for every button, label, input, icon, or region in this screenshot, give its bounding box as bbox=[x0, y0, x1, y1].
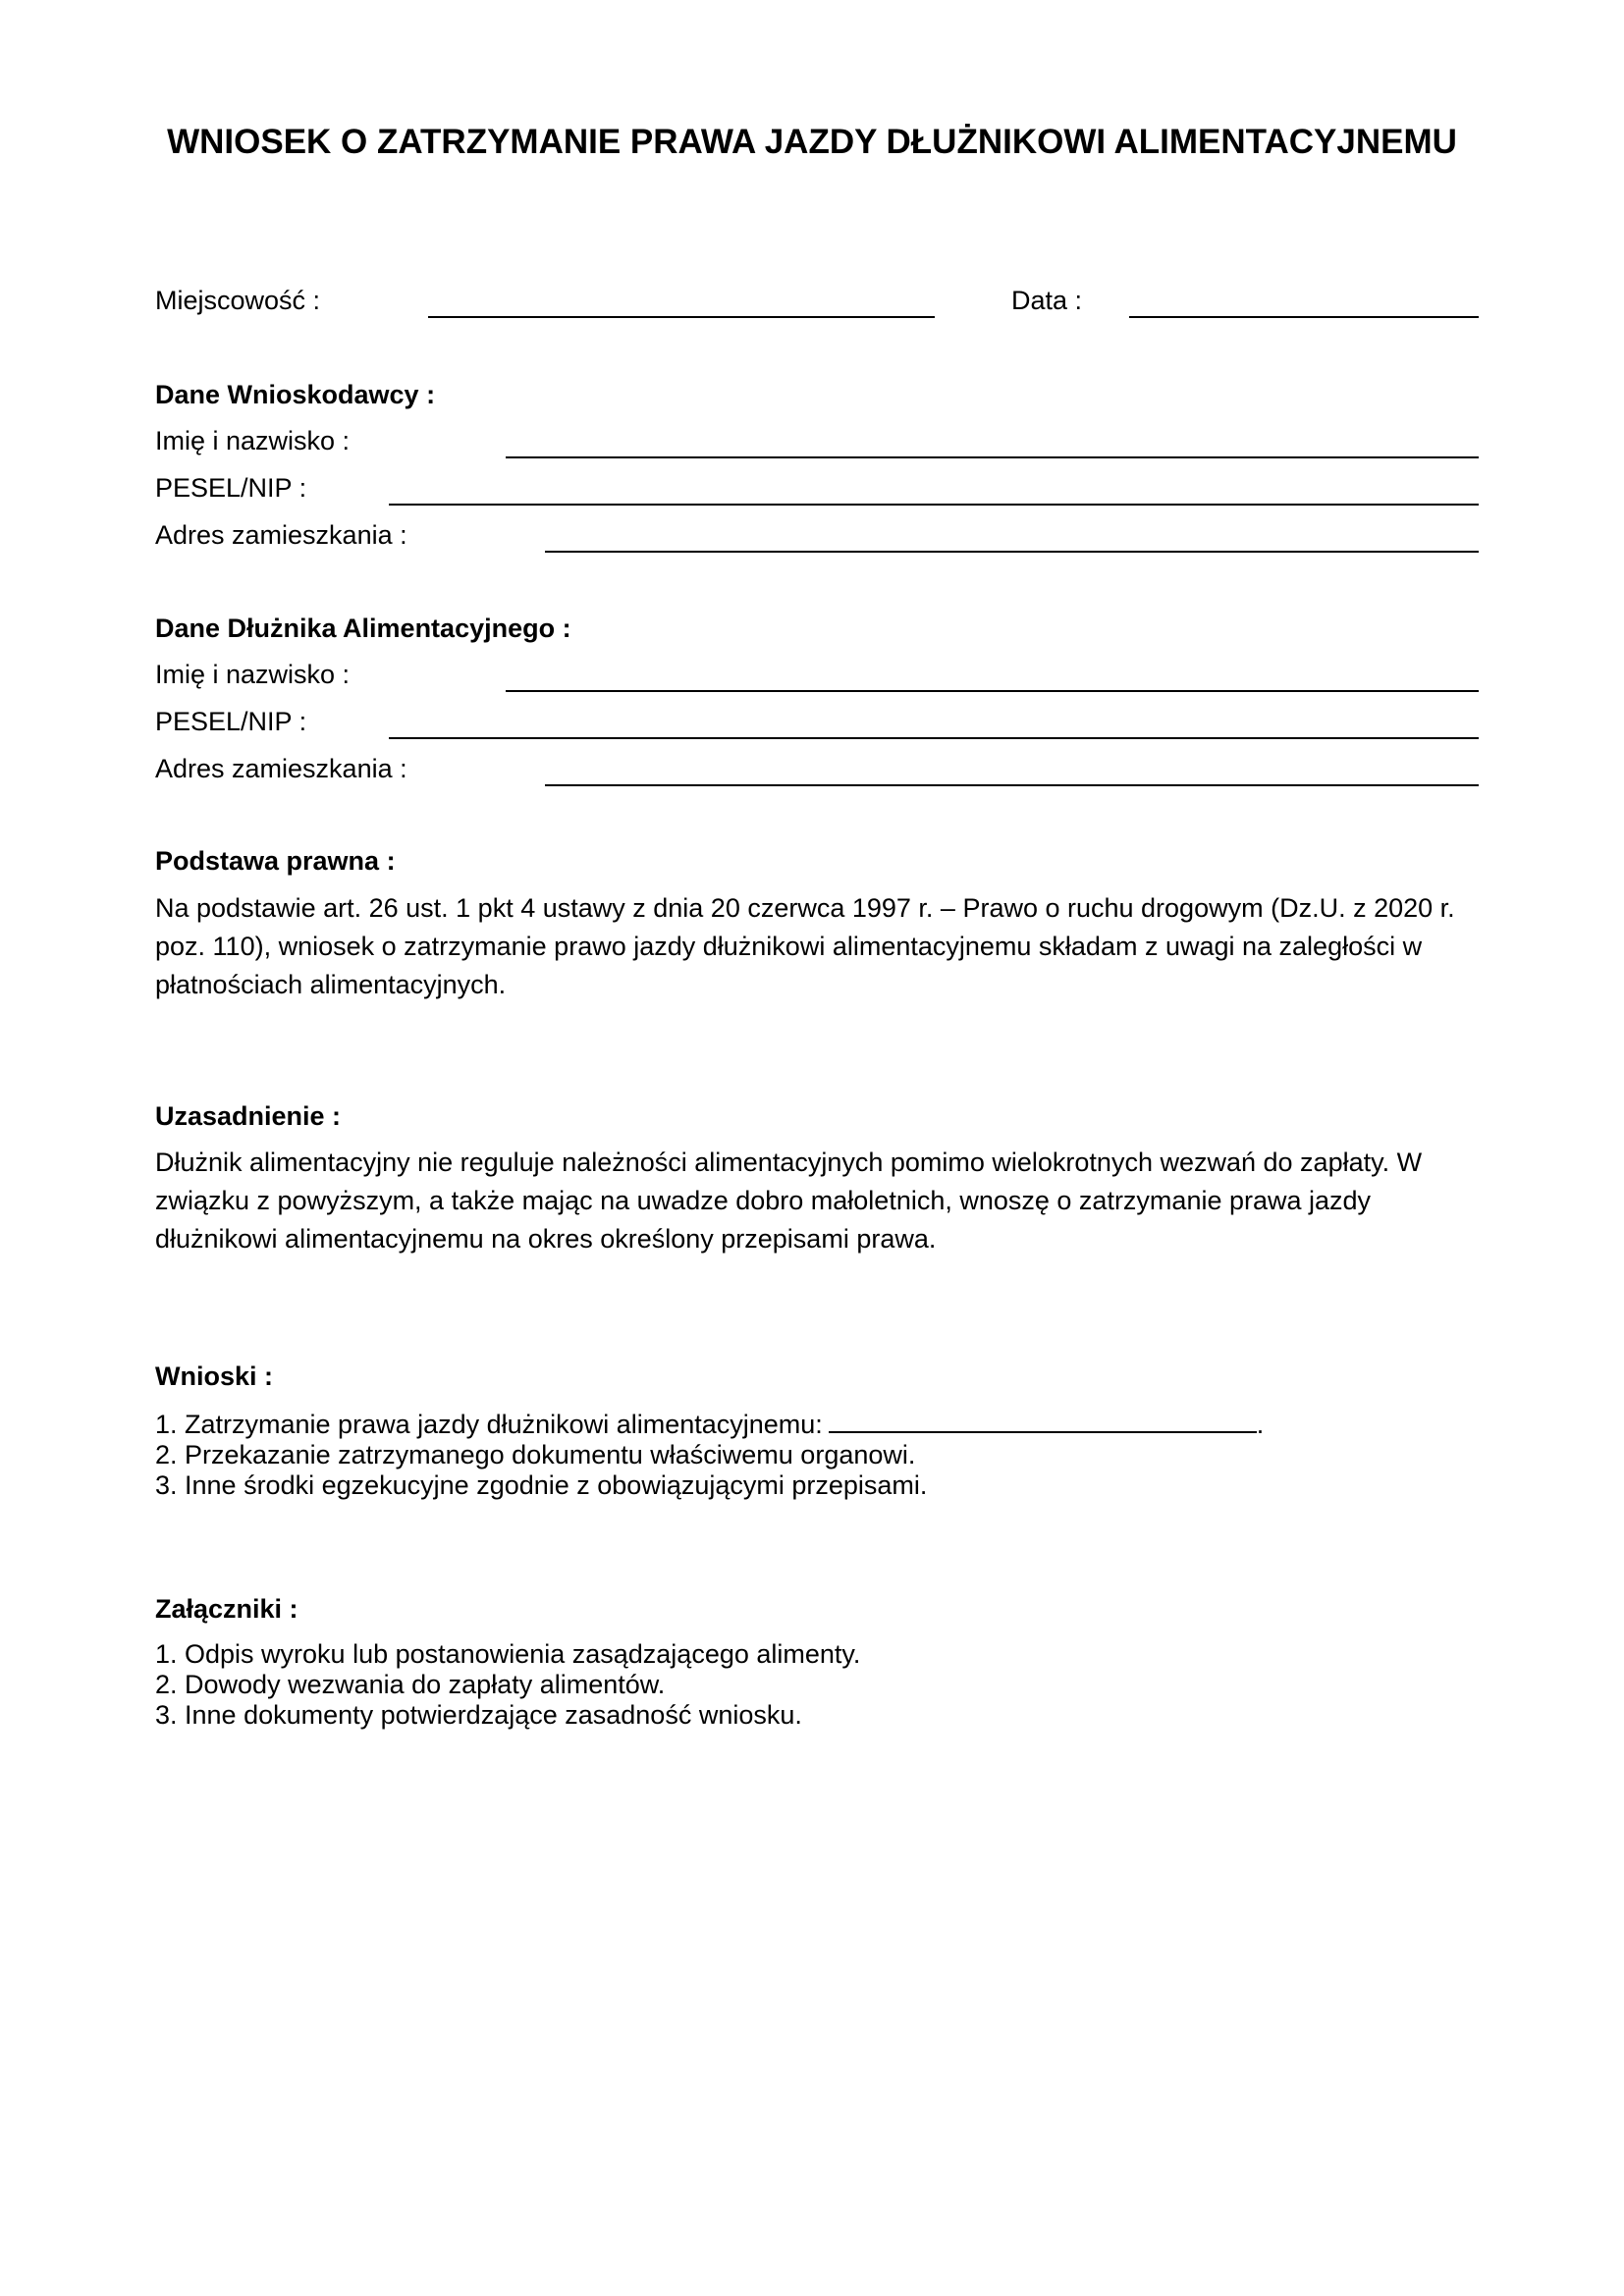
date-field-line[interactable] bbox=[1129, 316, 1479, 318]
applicant-heading: Dane Wnioskodawcy : bbox=[155, 380, 436, 409]
debtor-address-field-line[interactable] bbox=[545, 784, 1479, 786]
place-label: Miejscowość : bbox=[155, 286, 321, 315]
debtor-pesel-field-line[interactable] bbox=[389, 737, 1479, 739]
attachments-list bbox=[155, 1639, 1481, 1731]
list-item bbox=[155, 1408, 1481, 1440]
request-item-1-blank-line[interactable] bbox=[829, 1408, 1257, 1433]
list-item: 1. Odpis wyroku lub postanowienia zasądzającego alimenty. bbox=[155, 1639, 861, 1669]
justification-text: Dłużnik alimentacyjny nie reguluje należności alimentacyjnych pomimo wielokrotnych wezwań do zapłaty. W związku z powyższym, a także mając na uwadze dobro małoletnich, wnoszę o zatrzymanie prawa jazdy dłużnikowi alimentacyjnemu na okres określony przepisami prawa. bbox=[155, 1148, 1423, 1254]
list-item: 3. Inne środki egzekucyjne zgodnie z obowiązującymi przepisami. bbox=[155, 1470, 928, 1500]
list-item: 2. Dowody wezwania do zapłaty alimentów. bbox=[155, 1670, 666, 1699]
applicant-name-field-line[interactable] bbox=[506, 456, 1479, 458]
place-field-line[interactable] bbox=[428, 316, 935, 318]
date-label: Data : bbox=[1011, 286, 1083, 315]
legal-basis-heading: Podstawa prawna : bbox=[155, 846, 396, 876]
debtor-name-field-line[interactable] bbox=[506, 690, 1479, 692]
debtor-heading: Dane Dłużnika Alimentacyjnego : bbox=[155, 614, 571, 643]
debtor-name-label: Imię i nazwisko : bbox=[155, 660, 351, 689]
justification-heading: Uzasadnienie : bbox=[155, 1101, 342, 1131]
applicant-pesel-field-line[interactable] bbox=[389, 504, 1479, 506]
request-item-1-suffix: . bbox=[1256, 1410, 1265, 1439]
requests-list bbox=[155, 1408, 1481, 1501]
requests-heading: Wnioski : bbox=[155, 1362, 273, 1391]
attachments-heading: Załączniki : bbox=[155, 1594, 298, 1624]
document-title: WNIOSEK O ZATRZYMANIE PRAWA JAZDY DŁUŻNIKOWI ALIMENTACYJNEMU bbox=[167, 123, 1457, 161]
request-item-1-text: 1. Zatrzymanie prawa jazdy dłużnikowi alimentacyjnemu: bbox=[155, 1410, 823, 1439]
applicant-pesel-label: PESEL/NIP : bbox=[155, 473, 307, 503]
debtor-pesel-label: PESEL/NIP : bbox=[155, 707, 307, 736]
list-item: 3. Inne dokumenty potwierdzające zasadność wniosku. bbox=[155, 1700, 802, 1730]
applicant-address-label: Adres zamieszkania : bbox=[155, 520, 407, 550]
applicant-address-field-line[interactable] bbox=[545, 551, 1479, 553]
applicant-name-label: Imię i nazwisko : bbox=[155, 426, 351, 455]
list-item: 2. Przekazanie zatrzymanego dokumentu właściwemu organowi. bbox=[155, 1440, 916, 1469]
debtor-address-label: Adres zamieszkania : bbox=[155, 754, 407, 783]
legal-basis-text: Na podstawie art. 26 ust. 1 pkt 4 ustawy z dnia 20 czerwca 1997 r. – Prawo o ruchu drogowym (Dz.U. z 2020 r. poz. 110), wniosek o zatrzymanie prawo jazdy dłużnikowi alimentacyjnemu składam z uwagi na zaległości w płatnościach alimentacyjnych. bbox=[155, 893, 1455, 999]
